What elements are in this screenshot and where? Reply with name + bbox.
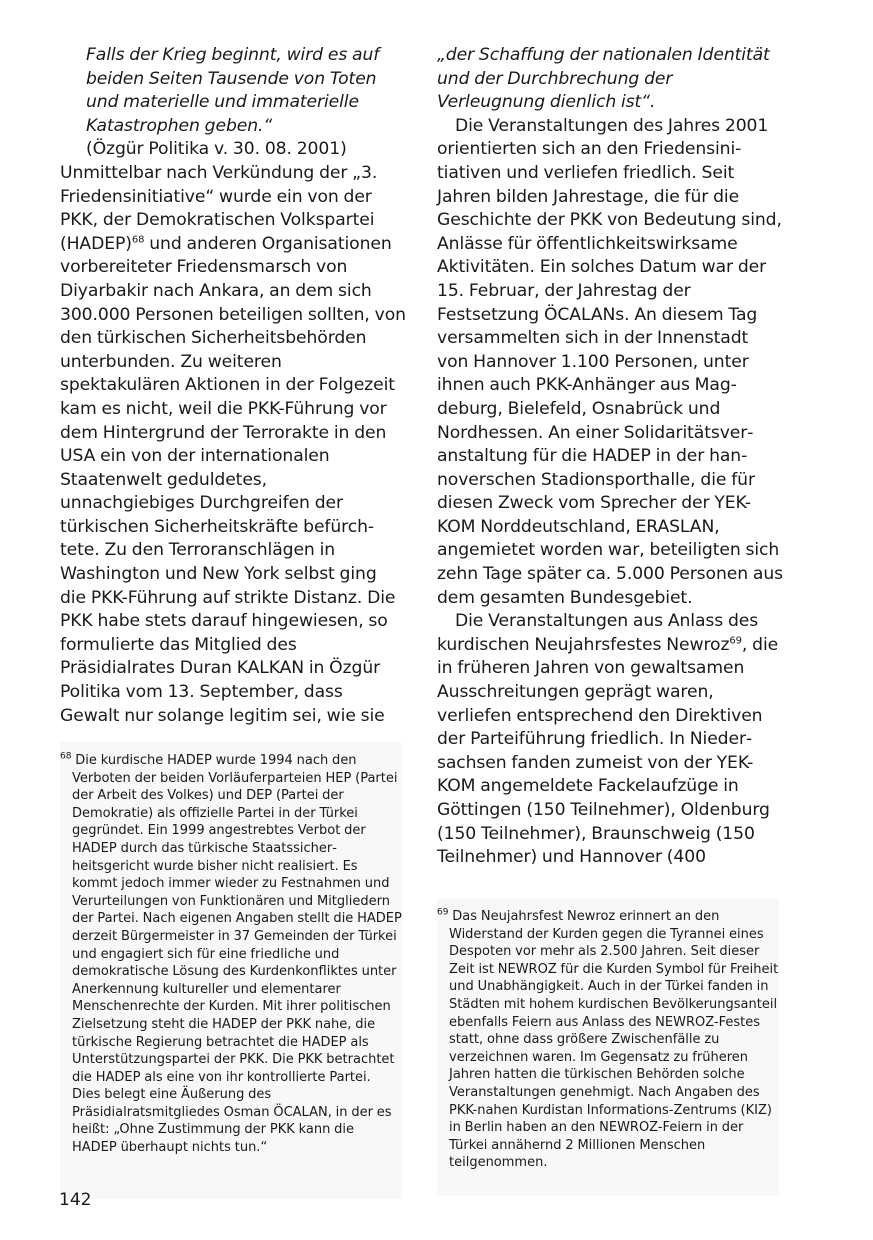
paragraph-newroz-part1: Die Veranstaltungen aus Anlass des kurdischen Neujahrsfestes Newroz (437, 611, 759, 655)
right-column (437, 44, 783, 870)
quote-text: Falls der Krieg beginnt, wird es auf beiden Seiten Tausende von Toten und materielle und immaterielle Katastrophen geben.“ (86, 45, 380, 136)
left-column (60, 44, 406, 728)
quote-source: (Özgür Politika v. 30. 08. 2001) (86, 139, 347, 160)
footnote-ref-69[interactable]: 69 (729, 635, 742, 647)
paragraph-newroz-part2: , die in früheren Jahren von gewaltsamen Ausschreitungen geprägt waren, verliefen entsprechend den Direktiven der Parteiführung friedlich. In Niedersachsen fanden zumeist von der YEK-KOM angemeldete Fackelaufzüge in Göttingen (150 Teilnehmer), Oldenburg (150 Teilnehmer), Braunschweig (150 Teilnehmer) und Hannover (400 (437, 634, 779, 868)
footnote-number-69: 69 (437, 907, 449, 918)
paragraph-newroz (437, 610, 783, 870)
footnote-number-68: 68 (60, 751, 72, 762)
footnote-text-68: Die kurdische HADEP wurde 1994 nach den Verboten der beiden Vorläuferparteien HEP (Partei der Arbeit des Volkes) und DEP (Partei der Demokratie) als offizielle Partei in der Türkei gegründet. Ein 1999 angestrebtes Verbot der HADEP durch das türkische Staatssicherheitsgericht wurde bisher nicht realisiert. Es kommt jedoch immer wieder zu Festnahmen und Verurteilungen von Funktionären und Mitgliedern der Partei. Nach eigenen Angaben stellt die HADEP derzeit Bürgermeister in 37 Gemeinden der Türkei und engagiert sich für eine friedliche und demokratische Lösung des Kurdenkonfliktes unter Anerkennung kultureller und elementarer Menschenrechte der Kurden. Mit ihrer politischen Zielsetzung steht die HADEP der PKK nahe, die türkische Regierung betrachtet die HADEP als Unterstützungspartei der PKK. Die PKK betrachtet die HADEP als eine von ihr kontrollierte Partei. Dies belegt eine Äußerung des Präsidialratsmitgliedes Osman ÖCALAN, in der es heißt: „Ohne Zustimmung der PKK kann die HADEP überhaupt nichts tun.“ (72, 753, 402, 1156)
footnote-ref-68[interactable]: 68 (131, 234, 145, 246)
page-number: 142 (59, 1190, 92, 1210)
paragraph-text-part2: und anderen Organisationen vorbereiteter Friedensmarsch von Diyarbakir nach Ankara, an dem sich 300.000 Personen beteiligen sollten, von den türkischen Sicherheitsbehörden unterbunden. Zu weiteren spektakulären Aktionen in der Folgezeit kam es nicht, weil die PKK-Führung vor dem Hintergrund der Terrorakte in den USA ein von der internationalen Staatenwelt geduldetes, unnachgiebiges Durchgreifen der türkischen Sicherheitskräfte befürchtete. Zu den Terroranschlägen in Washington und New York selbst ging die PKK-Führung auf strikte Distanz. Die PKK habe stets darauf hingewiesen, so formulierte das Mitglied des Präsidialrates Duran KALKAN in Özgür Politika vom 13. September, dass Gewalt nur solange legitim sei, wie sie (60, 233, 406, 726)
paragraph-veranstaltungen-2001: Die Veranstaltungen des Jahres 2001 orientierten sich an den Friedensinitiativen und verliefen friedlich. Seit Jahren bilden Jahrestage, die für die Geschichte der PKK von Bedeutung sind, Anlässe für öffentlichkeitswirksame Aktivitäten. Ein solches Datum war der 15. Februar, der Jahrestag der Festsetzung ÖCALANs. An diesem Tag versammelten sich in der Innenstadt von Hannover 1.100 Personen, unter ihnen auch PKK-Anhänger aus Magdeburg, Bielefeld, Osnabrück und Nordhessen. An einer Solidaritätsveranstaltung für die HADEP in der hannoverschen Stadionsporthalle, die für diesen Zweck vom Sprecher der YEK-KOM Norddeutschland, ERASLAN, angemietet worden war, beteiligten sich zehn Tage später ca. 5.000 Personen aus dem gesamten Bundesgebiet. (437, 115, 783, 608)
paragraph-friedensinitiative (60, 162, 406, 728)
paragraph-text-part1: Unmittelbar nach Verkündung der „3. Friedensinitiative“ wurde ein von der PKK, der Demokratischen Volkspartei (HADEP) (60, 162, 378, 254)
quote-continuation: „der Schaffung der nationalen Identität und der Durchbrechung der Verleugnung dienlich ist“. (437, 45, 770, 113)
footnote-69 (437, 898, 779, 1196)
footnote-text-69: Das Neujahrsfest Newroz erinnert an den Widerstand der Kurden gegen die Tyrannei eines Despoten vor mehr als 2.500 Jahren. Seit dieser Zeit ist NEWROZ für die Kurden Symbol für Freiheit und Unabhängigkeit. Auch in der Türkei fanden in Städten mit hohem kurdischen Bevölkerungsanteil ebenfalls Feiern aus Anlass des NEWROZ-Festes statt, ohne dass größere Zwischenfälle zu verzeichnen waren. Im Gegensatz zu früheren Jahren hatten die türkischen Behörden solche Veranstaltungen genehmigt. Nach Angaben des PKK-nahen Kurdistan Informations-Zentrums (KIZ) in Berlin haben an den NEWROZ-Feiern in der Türkei annähernd 2 Millionen Menschen teilgenommen. (449, 909, 779, 1171)
footnote-68 (60, 742, 402, 1199)
